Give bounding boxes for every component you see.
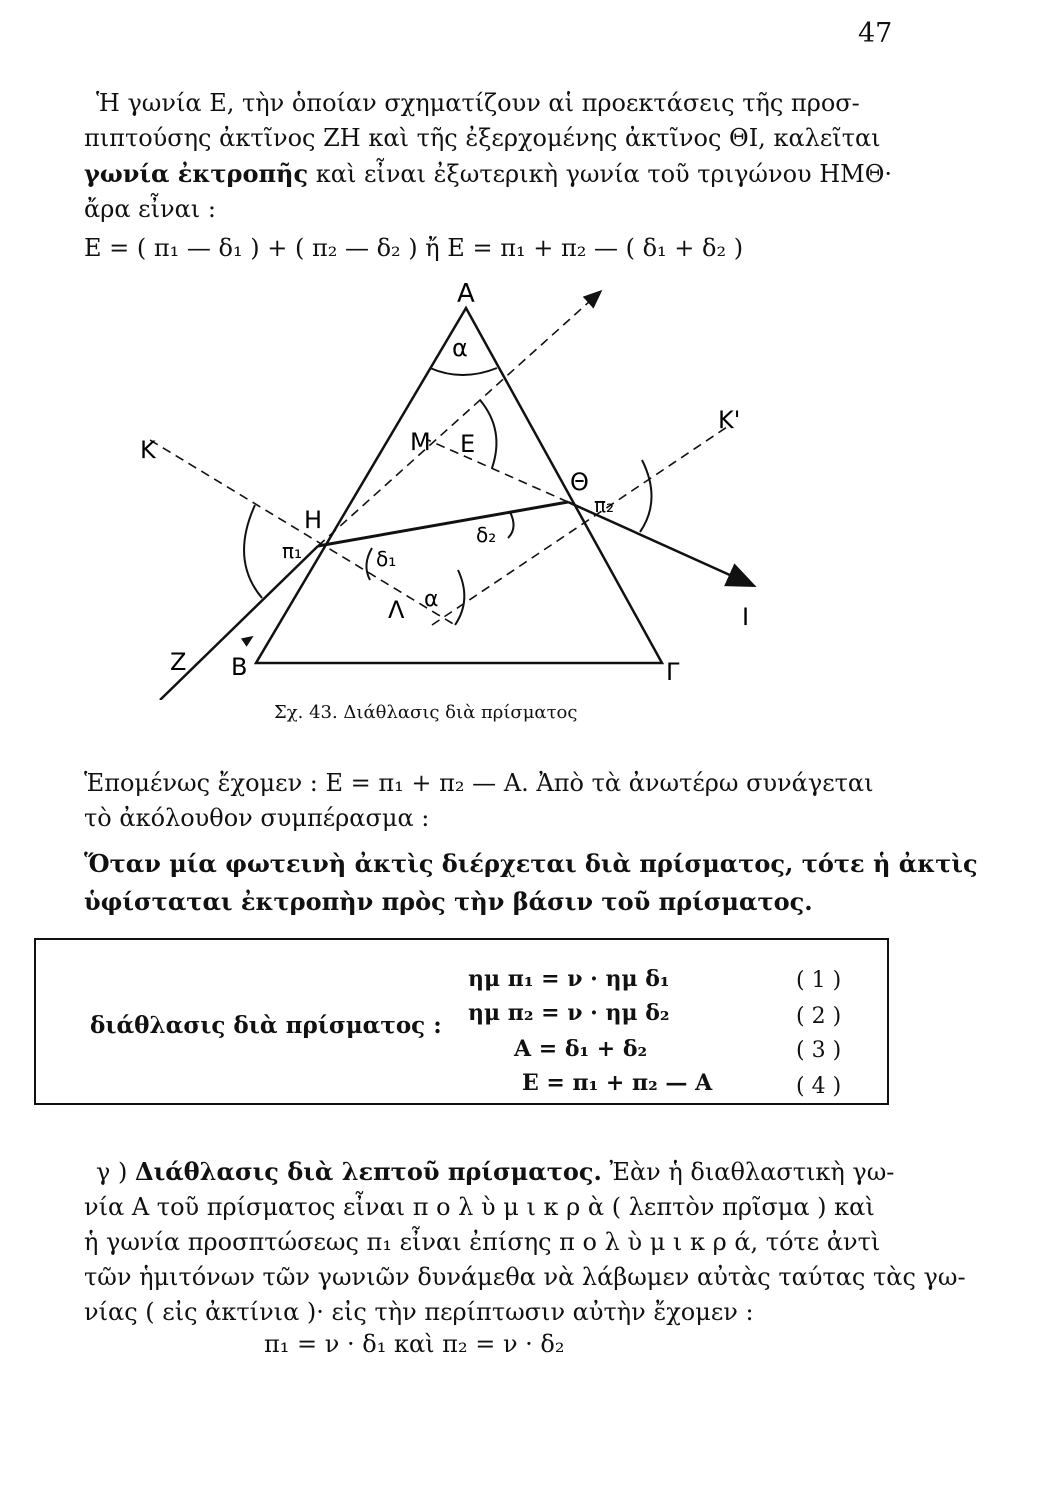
label-p1: π₁ xyxy=(282,539,303,563)
bold-term: γωνία ἐκτροπῆς xyxy=(84,159,309,188)
label-k-prime: Κ' xyxy=(718,406,741,434)
thin-line-2: νία Α τοῦ πρίσματος εἶναι π ο λ ὺ μ ι κ ρ ὰ ( λεπτὸν πρῖσμα ) καὶ xyxy=(84,1193,875,1221)
label-p2: π₂ xyxy=(594,493,615,517)
conclusion xyxy=(84,845,978,921)
emergent-extension xyxy=(428,440,568,502)
equation-1-number: ( 1 ) xyxy=(796,968,842,993)
angle-arc-p1 xyxy=(244,505,262,598)
refracted-ray xyxy=(318,502,568,546)
angle-arc-d1 xyxy=(366,548,372,580)
label-g: Γ xyxy=(666,658,680,686)
equation-4: Ε = π₁ + π₂ — Α xyxy=(522,1070,713,1096)
label-k: Κ xyxy=(140,436,156,464)
thin-prism-formula: π₁ = ν · δ₁ καὶ π₂ = ν · δ₂ xyxy=(264,1330,565,1358)
conclusion-line-1: Ὅταν μία φωτεινὴ ἀκτὶς διέρχεται διὰ πρίσματος, τότε ἡ ἀκτὶς xyxy=(84,849,978,878)
thin-heading: Διάθλασις διὰ λεπτοῦ πρίσματος. xyxy=(134,1157,602,1186)
label-d2: δ₂ xyxy=(476,523,497,547)
intro-line-3-rest: καὶ εἶναι ἐξωτερικὴ γωνία τοῦ τριγώνου ΗΜΘ· xyxy=(308,160,893,188)
equation-1: ημ π₁ = ν · ημ δ₁ xyxy=(468,966,670,992)
page-number: 47 xyxy=(858,18,893,49)
thin-line-4: τῶν ἡμιτόνων τῶν γωνιῶν δυνάμεθα νὰ λάβωμεν αὐτὰς ταύτας τὰς γω- xyxy=(84,1263,966,1291)
equation-4-number: ( 4 ) xyxy=(796,1074,842,1099)
label-l: Λ xyxy=(388,596,405,624)
incident-extension xyxy=(318,292,600,546)
equation-2-number: ( 2 ) xyxy=(796,1004,842,1029)
summary-box xyxy=(34,938,889,1105)
label-a: Α xyxy=(457,280,475,309)
angle-arc-d2 xyxy=(508,512,514,538)
label-h: Η xyxy=(304,506,323,534)
angle-arc-a-bottom xyxy=(455,570,464,625)
intro-paragraph xyxy=(84,86,892,227)
normal-1 xyxy=(150,440,455,625)
intro-line-4: ἄρα εἶναι : xyxy=(84,195,216,223)
summary-label: διάθλασις διὰ πρίσματος : xyxy=(90,1012,442,1039)
after-line-2: τὸ ἀκόλουθον συμπέρασμα : xyxy=(84,804,430,832)
thin-line-3: ἡ γωνία προσπτώσεως π₁ εἶναι ἐπίσης π ο λ ὺ μ ι κ ρ ά, τότε ἀντὶ xyxy=(84,1228,881,1256)
label-i: Ι xyxy=(742,603,750,631)
thin-line-5: νίας ( εἰς ἀκτίνια )· εἰς τὴν περίπτωσιν αὐτὴν ἔχομεν : xyxy=(84,1298,754,1326)
after-line-1: Ἑπομένως ἔχομεν : Ε = π₁ + π₂ — Α. Ἀπὸ τὰ ἀνωτέρω συνάγεται xyxy=(84,769,874,797)
label-alpha-top: α xyxy=(452,334,468,362)
label-b: Β xyxy=(231,653,248,681)
label-z: Ζ xyxy=(170,648,187,676)
after-figure-paragraph xyxy=(84,766,892,836)
conclusion-line-2: ὑφίσταται ἐκτροπὴν πρὸς τὴν βάσιν τοῦ πρίσματος. xyxy=(84,887,813,916)
label-d1: δ₁ xyxy=(376,547,397,571)
equation-2: ημ π₂ = ν · ημ δ₂ xyxy=(468,1000,670,1026)
angle-arc-a-top xyxy=(430,368,497,375)
thin-lead: γ ) xyxy=(96,1158,135,1186)
prism-figure xyxy=(0,280,1039,700)
label-alpha-bottom: α xyxy=(424,587,439,612)
intro-line-2: πιπτούσης ἀκτῖνος ΖΗ καὶ τῆς ἐξερχομένης ἀκτῖνος ΘΙ, καλεῖται xyxy=(84,124,881,152)
figure-caption: Σχ. 43. Διάθλασις διὰ πρίσματος xyxy=(274,702,578,723)
thin-line-1-rest: Ἐὰν ἡ διαθλαστικὴ γω- xyxy=(601,1158,895,1186)
intro-line-1: Ἡ γωνία Ε, τὴν ὁποίαν σχηματίζουν αἱ προεκτάσεις τῆς προσ- xyxy=(96,89,860,117)
main-formula: Ε = ( π₁ — δ₁ ) + ( π₂ — δ₂ ) ἤ Ε = π₁ + π₂ — ( δ₁ + δ₂ ) xyxy=(84,234,744,262)
label-e: Ε xyxy=(460,430,476,458)
label-m: Μ xyxy=(410,428,431,456)
intro-line-3 xyxy=(84,156,892,192)
thin-line-1 xyxy=(84,1154,895,1190)
equation-3-number: ( 3 ) xyxy=(796,1038,842,1063)
equation-3: Α = δ₁ + δ₂ xyxy=(514,1036,648,1062)
angle-arc-p2 xyxy=(640,460,652,532)
label-theta: Θ xyxy=(570,468,589,496)
angle-arc-e xyxy=(480,400,496,468)
thin-prism-paragraph xyxy=(84,1154,966,1330)
